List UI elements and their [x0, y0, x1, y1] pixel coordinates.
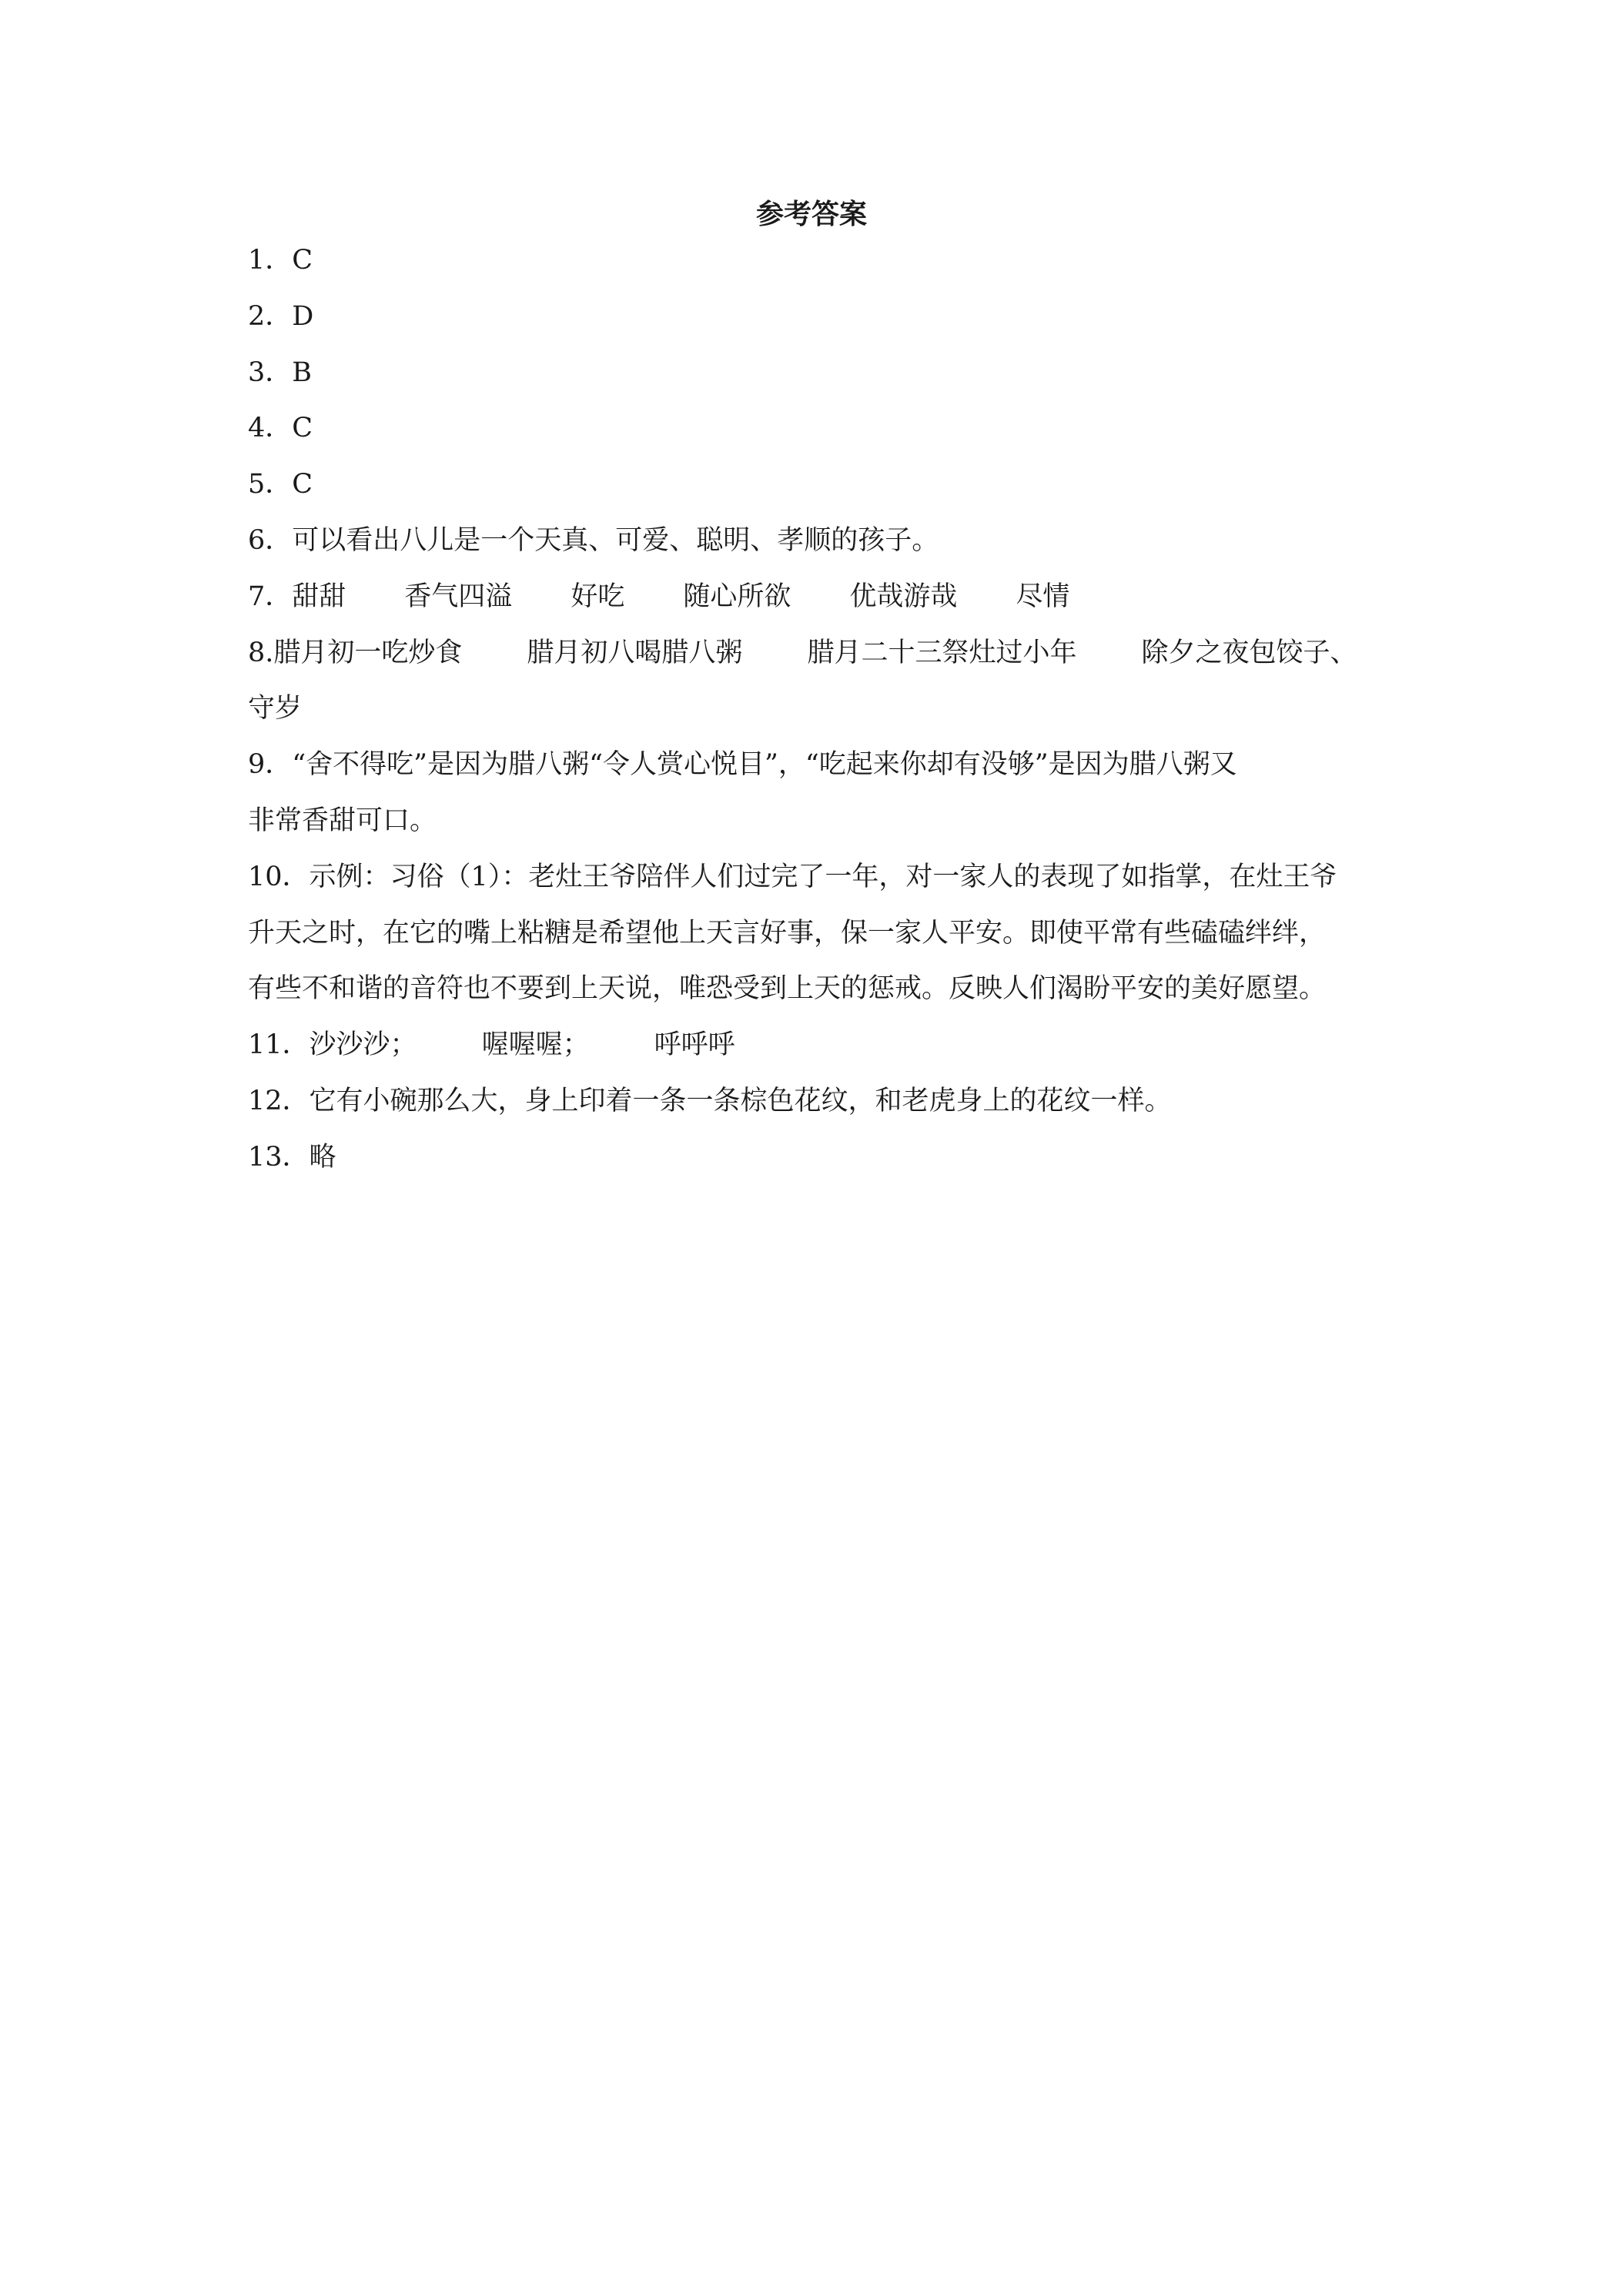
- answer-item: 腊月初一吃炒食: [273, 637, 463, 668]
- answer-11: [248, 1017, 1387, 1073]
- answer-text: B: [292, 356, 313, 388]
- answer-item: 除夕之夜包饺子、: [1141, 637, 1357, 668]
- answer-text: 有些不和谐的音符也不要到上天说，唯恐受到上天的惩戒。反映人们渴盼平安的美好愿望。: [248, 973, 1327, 1005]
- answer-text: 略: [309, 1141, 336, 1173]
- answer-number: 4．: [248, 413, 293, 444]
- answer-text: 升天之时，在它的嘴上粘糖是希望他上天言好事，保一家人平安。即使平常有些磕磕绊绊，: [248, 917, 1327, 949]
- answer-3: [248, 345, 1387, 401]
- answer-number: 8.: [248, 637, 274, 668]
- answer-text: C: [292, 469, 313, 500]
- answer-text: 可以看出八儿是一个天真、可爱、聪明、孝顺的孩子。: [292, 524, 939, 556]
- answer-10-continuation: [248, 905, 1387, 962]
- answer-9: [248, 737, 1387, 793]
- answer-text: 它有小碗那么大，身上印着一条一条棕色花纹，和老虎身上的花纹一样。: [309, 1085, 1172, 1116]
- answer-text: C: [292, 245, 313, 276]
- answer-text: 示例：习俗（1）：老灶王爷陪伴人们过完了一年，对一家人的表现了如指掌，在灶王爷: [309, 861, 1337, 892]
- answer-number: 5．: [248, 469, 293, 500]
- page-title: 参考答案: [755, 199, 867, 230]
- answer-text: D: [292, 300, 314, 332]
- answer-text: 非常香甜可口。: [248, 805, 437, 836]
- answer-item: 优哉游哉: [849, 581, 958, 612]
- answer-10-continuation: [248, 961, 1387, 1017]
- answer-text: “舍不得吃”是因为腊八粥“令人赏心悦目”，“吃起来你却有没够”是因为腊八粥又: [292, 749, 1237, 781]
- answer-number: 7．: [248, 581, 293, 612]
- answer-list: [248, 233, 1387, 1186]
- answer-item: 香气四溢: [404, 581, 513, 612]
- answer-item: 喔喔喔；: [481, 1029, 590, 1061]
- answer-1: [248, 233, 1387, 289]
- answer-text: C: [292, 413, 313, 444]
- answer-number: 9．: [248, 749, 293, 781]
- answer-number: 12．: [248, 1085, 310, 1116]
- answer-number: 2．: [248, 300, 293, 332]
- answer-item: 沙沙沙；: [309, 1029, 417, 1061]
- answer-8-continuation: [248, 681, 1387, 737]
- answer-number: 6．: [248, 524, 293, 556]
- answer-7: [248, 569, 1387, 625]
- answer-8: [248, 625, 1387, 681]
- answer-item: 甜甜: [292, 581, 346, 612]
- answer-item: 腊月初八喝腊八粥: [527, 637, 743, 668]
- answer-2: [248, 289, 1387, 345]
- answer-13: [248, 1130, 1387, 1186]
- answer-item: 呼呼呼: [654, 1029, 735, 1061]
- answer-4: [248, 400, 1387, 457]
- answer-9-continuation: [248, 793, 1387, 849]
- answer-number: 1．: [248, 245, 293, 276]
- answer-12: [248, 1073, 1387, 1130]
- answer-item: 腊月二十三祭灶过小年: [807, 637, 1077, 668]
- answer-item: 好吃: [571, 581, 625, 612]
- answer-5: [248, 457, 1387, 513]
- answer-number: 11．: [248, 1029, 310, 1061]
- answer-6: [248, 513, 1387, 569]
- answer-number: 3．: [248, 356, 293, 388]
- answer-10: [248, 849, 1387, 905]
- answer-item: 尽情: [1016, 581, 1070, 612]
- answer-number: 10．: [248, 861, 310, 892]
- answer-text: 守岁: [248, 693, 303, 725]
- answer-number: 13．: [248, 1141, 310, 1173]
- answer-item: 随心所欲: [683, 581, 791, 612]
